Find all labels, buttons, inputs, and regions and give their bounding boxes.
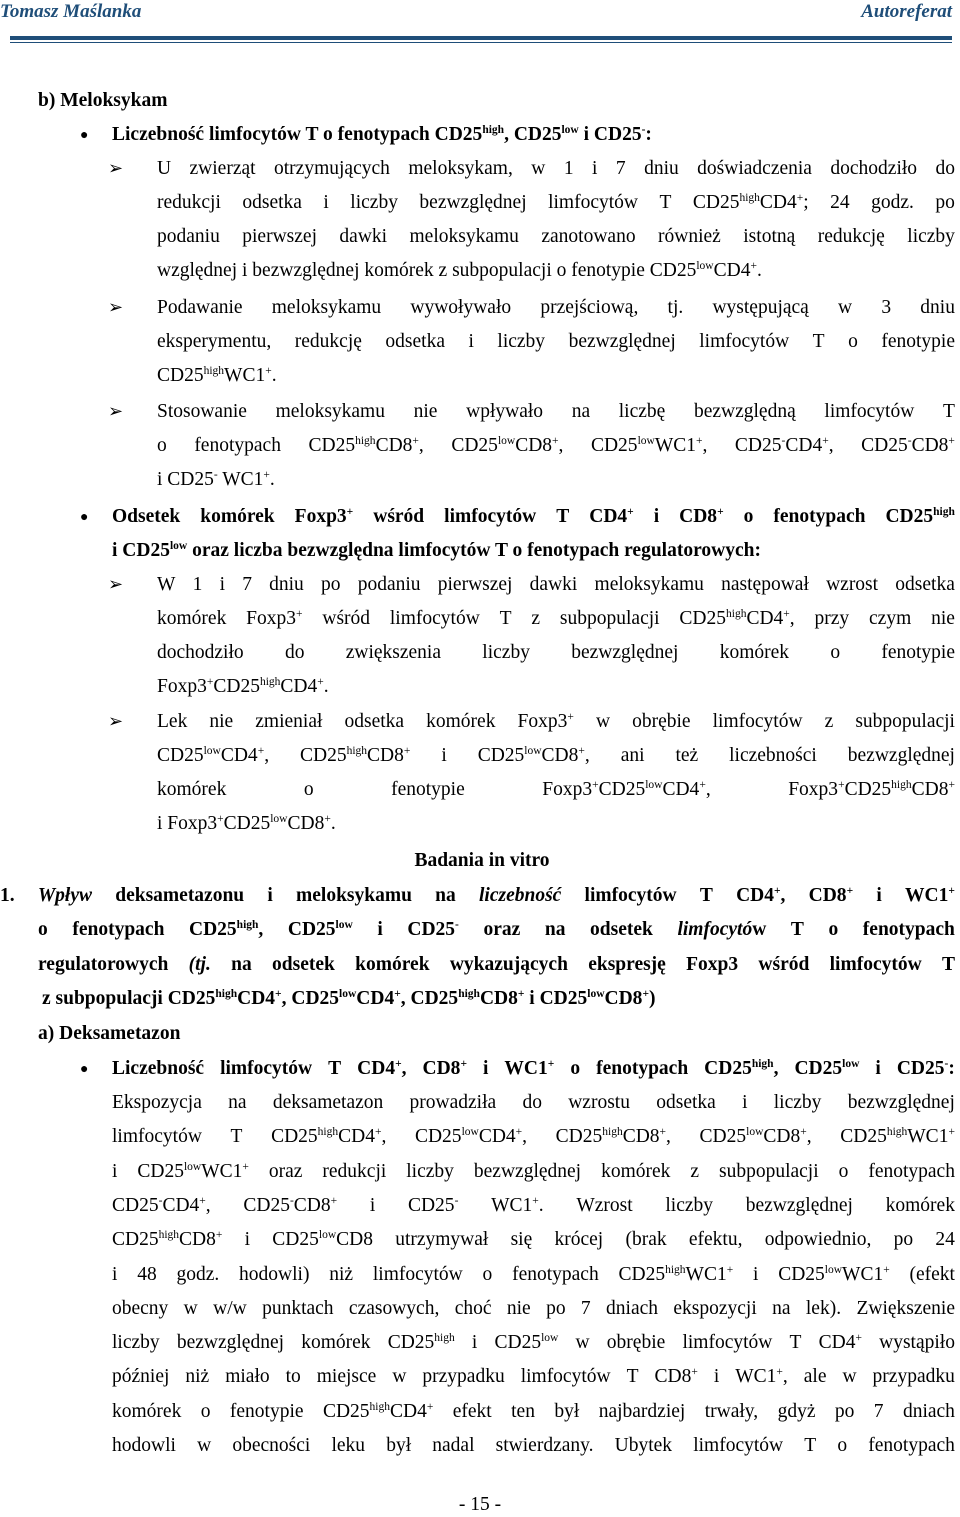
header-rule (10, 36, 952, 40)
paragraph-line: liczby bezwzględnej komórek $CD25^{high}$ i $CD25^{low}$ w obrębie limfocytów T CD4+ wystąpiło (112, 1332, 955, 1354)
subheading: Liczebność limfocytów T o fenotypach $CD25^{high}$, $CD25^{low}$ i CD25-: (112, 124, 652, 145)
bullet-text: komórek Foxp3+ wśród limfocytów T z subpopulacji $CD25^{high}CD4^+$, przy czym nie (157, 608, 955, 629)
paragraph-line: limfocytów T $CD25^{high}CD4^+$, $CD25^{low}CD4^+$, $CD25^{high}CD8^+$, $CD25^{low}CD8^+$, $CD25^{high}WC1^+$ (112, 1126, 955, 1148)
bullet-icon: ● (80, 128, 89, 143)
bullet-text: W 1 i 7 dniu po podaniu pierwszej dawki meloksykamu następował wzrost odsetka (157, 574, 955, 595)
bullet-text: redukcji odsetka i liczby bezwzględnej limfocytów T $CD25^{high}CD4^+$; 24 godz. po (157, 192, 955, 213)
numbered-heading: o fenotypach $CD25^{high}$, $CD25^{low}$ i CD25- oraz na odsetek limfocytów T o fenotypach (38, 919, 955, 940)
arrow-bullet-icon: ➢ (108, 297, 124, 318)
paragraph-line: obecny w w/w punktach czasowych, choć nie po 7 dniach ekspozycji na lek). Zwiększenie (112, 1297, 955, 1319)
header-title: Autoreferat (861, 1, 952, 22)
arrow-bullet-icon: ➢ (108, 711, 124, 732)
paragraph-line: komórek o fenotypie $CD25^{high}CD4^+$ efekt ten był najbardziej trwały, gdyż po 7 dniach (112, 1400, 955, 1422)
paragraph-line: i $CD25^{low}WC1^+$ oraz redukcji liczby bezwzględnej komórek z subpopulacji o fenotypach (112, 1160, 955, 1182)
paragraph-line: CD25-CD4+, CD25-CD8+ i CD25- WC1+. Wzrost liczby bezwzględnej komórek (112, 1194, 955, 1216)
bullet-text: komórek o fenotypie $Foxp3^+CD25^{low}CD4^+$, $Foxp3^+CD25^{high}CD8^+$ (157, 779, 955, 800)
paragraph-line: i 48 godz. hodowli) niż limfocytów o fenotypach $CD25^{high}WC1^+$ i $CD25^{low}WC1^+$ (efekt (112, 1263, 955, 1285)
arrow-bullet-icon: ➢ (108, 158, 124, 179)
bullet-text: i $Foxp3^+CD25^{low}CD8^+$. (157, 813, 336, 834)
page-number: - 15 - (458, 1494, 502, 1515)
numbered-heading: z subpopulacji $CD25^{high}CD4^+$, $CD25^{low}CD4^+$, $CD25^{high}CD8^+$ i $CD25^{low}CD8^+$) (42, 988, 656, 1009)
section-heading-b: b) Meloksykam (38, 90, 168, 111)
paragraph-line: hodowli w obecności leku był nadal stwierdzany. Ubytek limfocytów T o fenotypach (112, 1435, 955, 1456)
header-rule-thin (10, 42, 952, 43)
bullet-text: $CD25^{low}CD4^+$, $CD25^{high}CD8^+$ i $CD25^{low}CD8^+$, ani też liczebności bezwzględnej (157, 745, 955, 766)
subheading: Odsetek komórek Foxp3+ wśród limfocytów T CD4+ i CD8+ o fenotypach $CD25^{high}$ (112, 506, 955, 527)
bullet-icon: ● (80, 510, 89, 525)
bullet-text: eksperymentu, redukcję odsetka i liczby bezwzględnej limfocytów T o fenotypie (157, 331, 955, 352)
bullet-text: $CD25^{high}WC1^+$. (157, 365, 277, 386)
arrow-bullet-icon: ➢ (108, 401, 124, 422)
subheading: Liczebność limfocytów T CD4+, CD8+ i WC1+ o fenotypach $CD25^{high}$, $CD25^{low}$ i CD25-: (112, 1058, 955, 1079)
subheading: i $CD25^{low}$ oraz liczba bezwzględna limfocytów T o fenotypach regulatorowych: (112, 540, 761, 561)
page-header (0, 0, 960, 46)
bullet-icon: ● (80, 1062, 89, 1077)
section-title: Badania in vitro (414, 850, 550, 871)
bullet-text: podaniu pierwszej dawki meloksykamu zanotowano również istotną redukcję liczby (157, 226, 955, 247)
paragraph-line: Ekspozycja na deksametazon prowadziła do wzrostu odsetka i liczby bezwzględnej (112, 1092, 955, 1113)
header-author: Tomasz Maślanka (0, 1, 142, 22)
paragraph-line: $CD25^{high}CD8^+$ i $CD25^{low}CD8$ utrzymywał się krócej (brak efektu, odpowiednio, po 24 (112, 1229, 955, 1251)
numbered-heading: regulatorowych (tj. na odsetek komórek wykazujących ekspresję Foxp3 wśród limfocytów T (38, 954, 955, 975)
bullet-text: i CD25- WC1+. (157, 469, 275, 490)
bullet-text: o fenotypach $CD25^{high}CD8^+$, $CD25^{low}CD8^+$, $CD25^{low}WC1^+$, CD25-CD4+, CD25-CD8+ (157, 435, 955, 456)
paragraph-line: później niż miało to miejsce w przypadku limfocytów T CD8+ i WC1+, ale w przypadku (112, 1366, 955, 1388)
numbered-heading: 1. Wpływ deksametazonu i meloksykamu na liczebność limfocytów T CD4+, CD8+ i WC1+ (0, 885, 955, 906)
arrow-bullet-icon: ➢ (108, 574, 124, 595)
bullet-text: dochodziło do zwiększenia liczby bezwzględnej komórek o fenotypie (157, 642, 955, 663)
bullet-text: względnej i bezwzględnej komórek z subpopulacji o fenotypie $CD25^{low}CD4^+$. (157, 260, 762, 281)
section-heading-a: a) Deksametazon (38, 1023, 181, 1044)
bullet-text: U zwierząt otrzymujących meloksykam, w 1 i 7 dniu doświadczenia dochodziło do (157, 158, 955, 179)
bullet-text: Podawanie meloksykamu wywoływało przejściową, tj. występującą w 3 dniu (157, 297, 955, 318)
bullet-text: Stosowanie meloksykamu nie wpływało na liczbę bezwzględną limfocytów T (157, 401, 955, 422)
bullet-text: $Foxp3^+CD25^{high}CD4^+$. (157, 676, 329, 697)
bullet-text: Lek nie zmieniał odsetka komórek Foxp3+ w obrębie limfocytów z subpopulacji (157, 711, 955, 732)
